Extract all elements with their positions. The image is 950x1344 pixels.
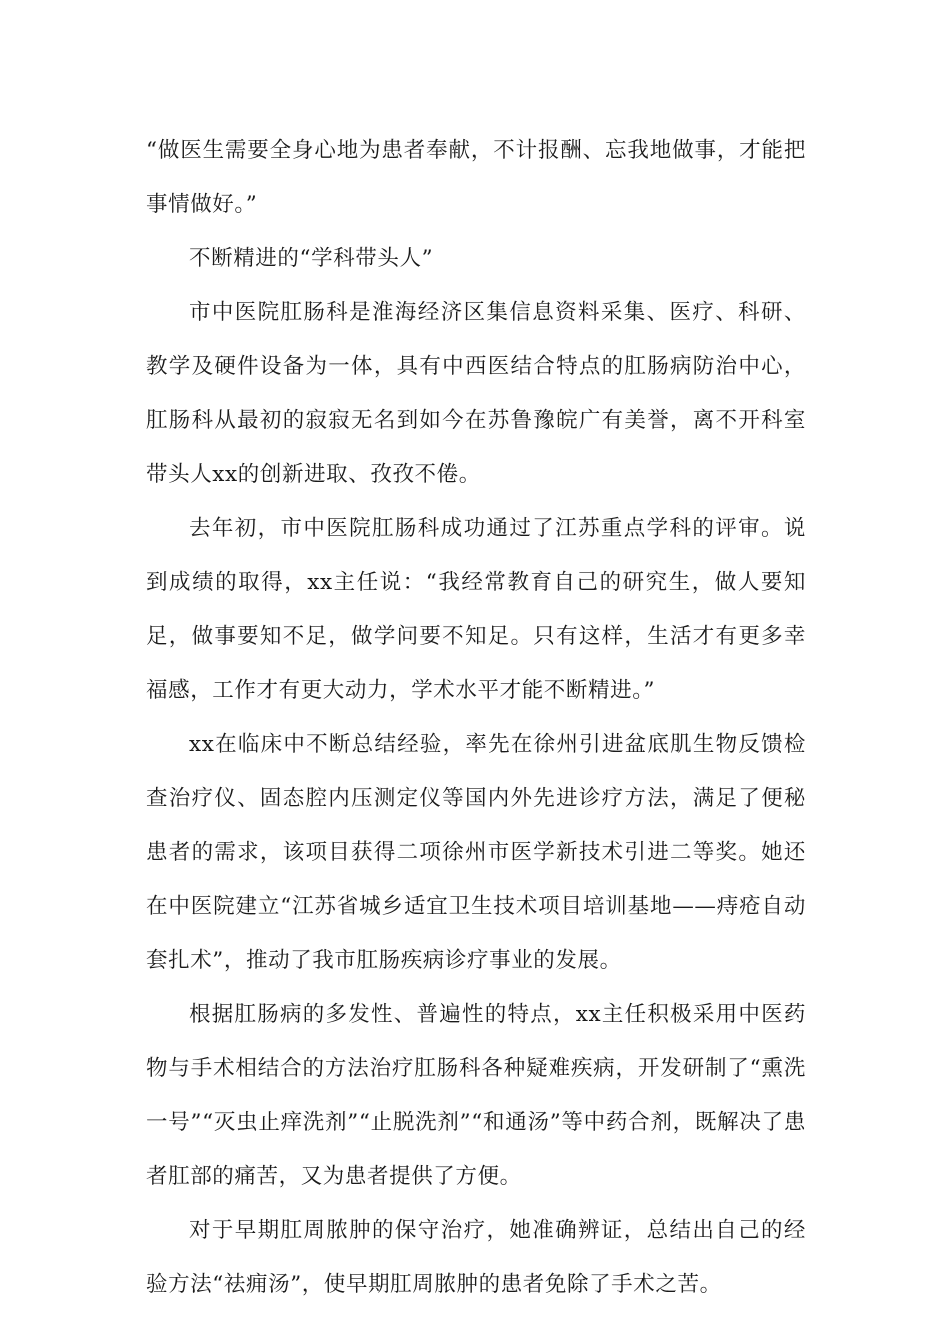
paragraph-tcm-treatment: 根据肛肠病的多发性、普遍性的特点，xx主任积极采用中医药物与手术相结合的方法治疗肛肠科各种疑难疾病，开发研制了“熏洗一号”“灭虫止痒洗剂”“止脱洗剂”“和通汤”等中药合剂，既解决了患者肛部的痛苦，又为患者提供了方便。 <box>146 1002 806 1189</box>
paragraph-clinical-innovation: xx在临床中不断总结经验，率先在徐州引进盆底肌生物反馈检查治疗仪、固态腔内压测定仪等国内外先进诊疗方法，满足了便秘患者的需求，该项目获得二项徐州市医学新技术引进二等奖。她还在中医院建立“江苏省城乡适宜卫生技术项目培训基地——痔疮自动套扎术”，推动了我市肛肠疾病诊疗事业的发展。 <box>146 732 806 973</box>
paragraph-quote: “做医生需要全身心地为患者奉献，不计报酬、忘我地做事，才能把事情做好。” <box>146 138 806 217</box>
paragraph-key-discipline: 去年初，市中医院肛肠科成功通过了江苏重点学科的评审。说到成绩的取得，xx主任说：“我经常教育自己的研究生，做人要知足，做事要知不足，做学问要不知足。只有这样，生活才有更多幸福感，工作才有更大动力，学术水平才能不断精进。” <box>146 516 806 703</box>
paragraph-abscess-treatment: 对于早期肛周脓肿的保守治疗，她准确辨证，总结出自己的经验方法“祛痈汤”，使早期肛周脓肿的患者免除了手术之苦。 <box>146 1218 806 1297</box>
paragraph-department-intro: 市中医院肛肠科是淮海经济区集信息资料采集、医疗、科研、教学及硬件设备为一体，具有中西医结合特点的肛肠病防治中心，肛肠科从最初的寂寂无名到如今在苏鲁豫皖广有美誉，离不开科室带头人xx的创新进取、孜孜不倦。 <box>146 300 806 487</box>
document-body <box>146 124 806 1312</box>
section-heading: 不断精进的“学科带头人” <box>189 246 434 271</box>
